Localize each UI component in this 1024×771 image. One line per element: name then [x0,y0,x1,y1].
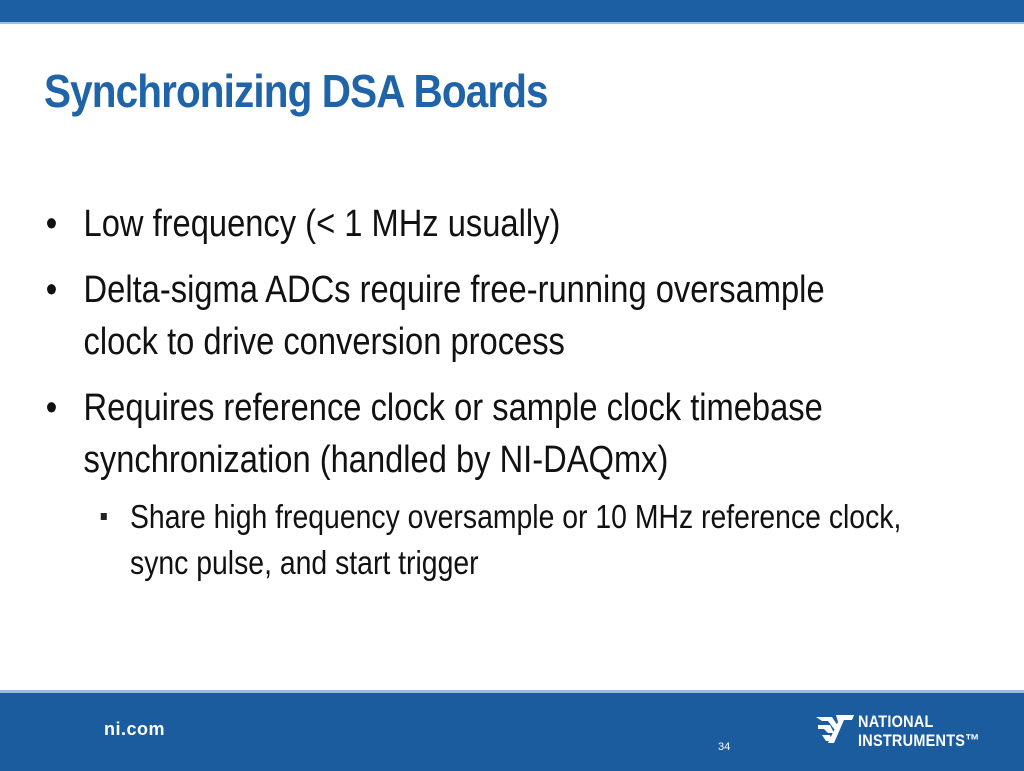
bullet-marker: • [45,387,58,429]
footer-bar [0,690,1024,771]
sub-bullet-item [44,494,904,586]
site-link[interactable]: ni.com [104,719,166,739]
logo-line-1: NATIONAL [858,712,934,731]
header-bar [0,0,1024,24]
square-bullet-icon [101,513,107,520]
sub-bullet-text: Share high frequency oversample or 10 MHz reference clock, sync pulse, and start trigger [130,498,902,581]
eagle-icon [814,711,856,753]
bullet-text: Requires reference clock or sample clock timebase synchronization (handled by NI-DAQmx) [83,387,823,481]
bullet-text: Delta-sigma ADCs require free-running oversample clock to drive conversion process [83,269,825,363]
bullet-item [44,198,904,250]
slide-title: Synchronizing DSA Boards [44,65,548,117]
ni-logo [814,711,1004,757]
slide-body [44,198,904,586]
bullet-text: Low frequency (< 1 MHz usually) [83,203,561,245]
bullet-marker: • [45,269,58,311]
page-number: 34 [718,741,731,753]
logo-wordmark [858,712,980,750]
bullet-item [44,382,904,486]
bullet-item [44,264,904,368]
bullet-marker: • [45,203,58,245]
logo-line-2: INSTRUMENTS™ [858,731,980,750]
